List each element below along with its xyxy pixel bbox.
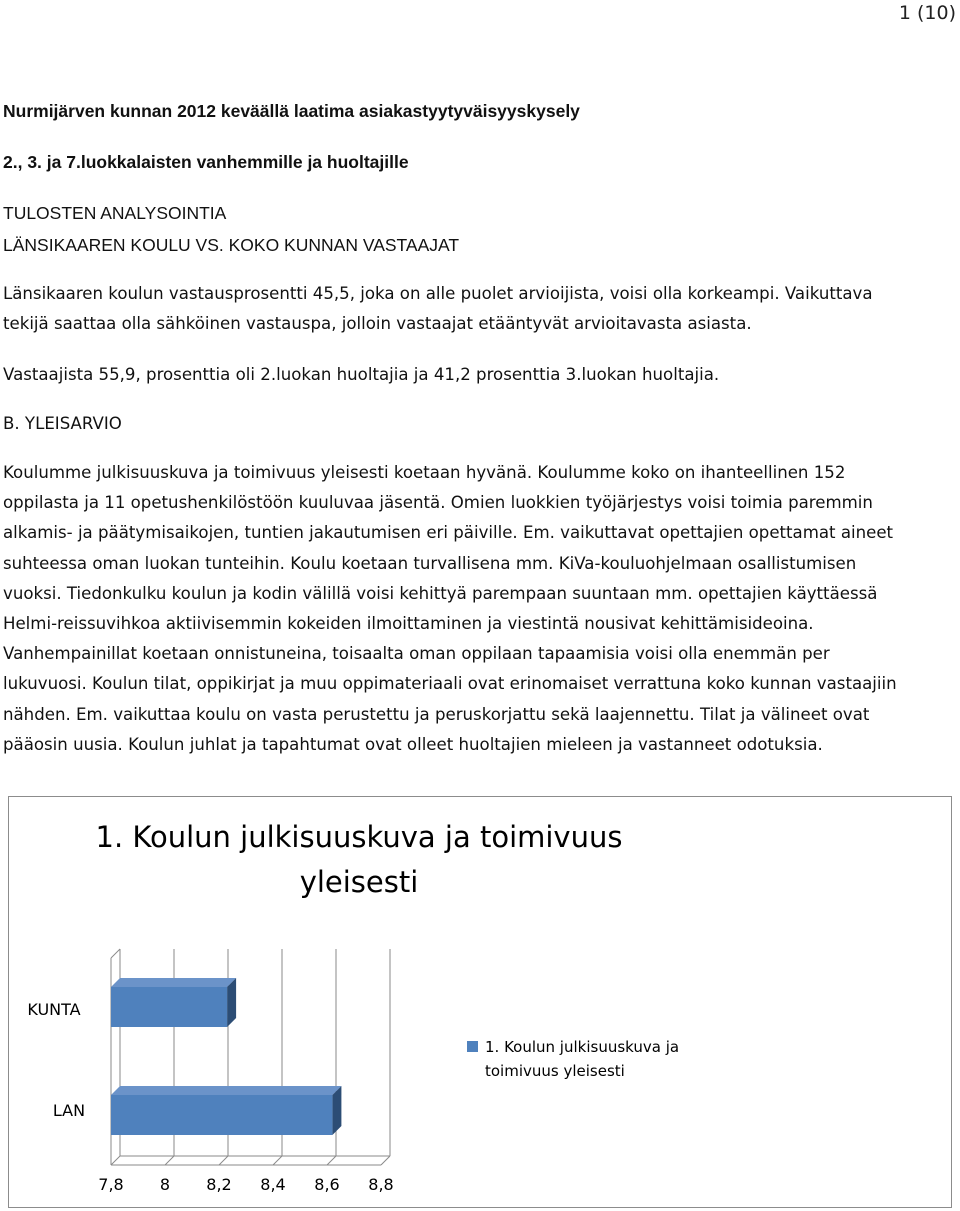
paragraph-line: lukuvuosi. Koulun tilat, oppikirjat ja muu oppimateriaali ovat erinomaiset verrattuna koko kunnan vastaajiin	[3, 674, 897, 694]
intro-line-2: tekijä saattaa olla sähköinen vastauspa, jolloin vastaajat etääntyvät arvioitavasta asiasta.	[3, 314, 752, 333]
paragraph-line: Vanhempainillat koetaan onnistuneina, toisaalta oman oppilaan tapaamisia voisi olla enemmän per	[3, 644, 830, 664]
floor-gridline	[219, 1156, 228, 1165]
legend-swatch	[467, 1041, 478, 1052]
paragraph-line: oppilasta ja 11 opetushenkilöstöön kuuluvaa jäsentä. Omien luokkien työjärjestys voisi toimia paremmin	[3, 493, 873, 513]
floor-gridline	[327, 1156, 336, 1165]
intro-line-1: Länsikaaren koulun vastausprosentti 45,5, joka on alle puolet arvioijista, voisi olla korkeampi. Vaikuttava	[3, 284, 873, 303]
left-wall-top	[111, 949, 120, 958]
x-tick-label: 8,2	[206, 1175, 232, 1194]
chart-bars	[111, 978, 341, 1135]
floor-gridline	[273, 1156, 282, 1165]
document-title: Nurmijärven kunnan 2012 keväällä laatima asiakastyytyväisyyskysely	[3, 101, 580, 121]
paragraph-line: vuoksi. Tiedonkulku koulun ja kodin välillä voisi kehittyä parempaan suuntaan mm. opettajien käyttäessä	[3, 583, 878, 603]
category-label-lan: LAN	[52, 1101, 86, 1120]
document-subtitle: 2., 3. ja 7.luokkalaisten vanhemmille ja huoltajille	[3, 152, 409, 172]
paragraph-line: nähden. Em. vaikuttaa koulu on vasta perustettu ja peruskorjattu sekä laajennettu. Tilat ja välineet ovat	[3, 704, 870, 724]
x-tick-label: 8,4	[260, 1175, 286, 1194]
paragraph-line: pääosin uusia. Koulun juhlat ja tapahtumat ovat olleet huoltajien mieleen ja vastanneet odotuksia.	[3, 734, 823, 754]
bar-kunta	[111, 987, 227, 1027]
bar-top-face	[111, 1086, 341, 1095]
paragraph-line: Helmi-reissuvihkoa aktiivisemmin kokeiden ilmoittaminen ja viestintä nousivat kehittämisideoina.	[3, 613, 814, 633]
paragraph-line: alkamis- ja päätymisaikojen, tuntien jakautumisen eri päiville. Em. vaikuttavat opettajien opettamat aineet	[3, 523, 894, 543]
bar-lan	[111, 1095, 332, 1135]
chart-container	[8, 796, 952, 1208]
intro-line-3: Vastaajista 55,9, prosenttia oli 2.luokan huoltajia ja 41,2 prosenttia 3.luokan huoltajia.	[3, 365, 720, 384]
chart-title-line-1: 1. Koulun julkisuuskuva ja toimivuus	[95, 820, 623, 854]
legend-label-line-2: toimivuus yleisesti	[485, 1062, 625, 1080]
section-b-heading: B. YLEISARVIO	[3, 414, 122, 433]
category-label-kunta: KUNTA	[27, 1000, 81, 1019]
bar-top-face	[111, 978, 236, 987]
x-axis-ticks	[98, 1175, 393, 1194]
bar-chart	[9, 797, 950, 1206]
floor-gridline	[381, 1156, 390, 1165]
page-number: 1 (10)	[898, 2, 956, 24]
section-label: TULOSTEN ANALYSOINTIA	[3, 203, 227, 223]
floor-gridline	[111, 1156, 120, 1165]
floor-gridline	[165, 1156, 174, 1165]
chart-legend	[467, 1038, 679, 1080]
section-b-paragraph	[3, 458, 958, 760]
legend-label-line-1: 1. Koulun julkisuuskuva ja	[485, 1038, 680, 1056]
paragraph-line: Koulumme julkisuuskuva ja toimivuus yleisesti koetaan hyvänä. Koulumme koko on ihanteellinen 152	[3, 463, 846, 482]
x-tick-label: 8,6	[314, 1175, 340, 1194]
section-comparison-label: LÄNSIKAAREN KOULU VS. KOKO KUNNAN VASTAAJAT	[3, 235, 460, 255]
chart-title-line-2: yleisesti	[299, 865, 419, 899]
x-tick-label: 8,8	[368, 1175, 394, 1194]
x-tick-label: 8	[159, 1175, 171, 1194]
paragraph-line: suhteessa oman luokan tunteihin. Koulu koetaan turvallisena mm. KiVa-kouluohjelmaan osallistumisen	[3, 553, 857, 573]
x-tick-label: 7,8	[98, 1175, 124, 1194]
